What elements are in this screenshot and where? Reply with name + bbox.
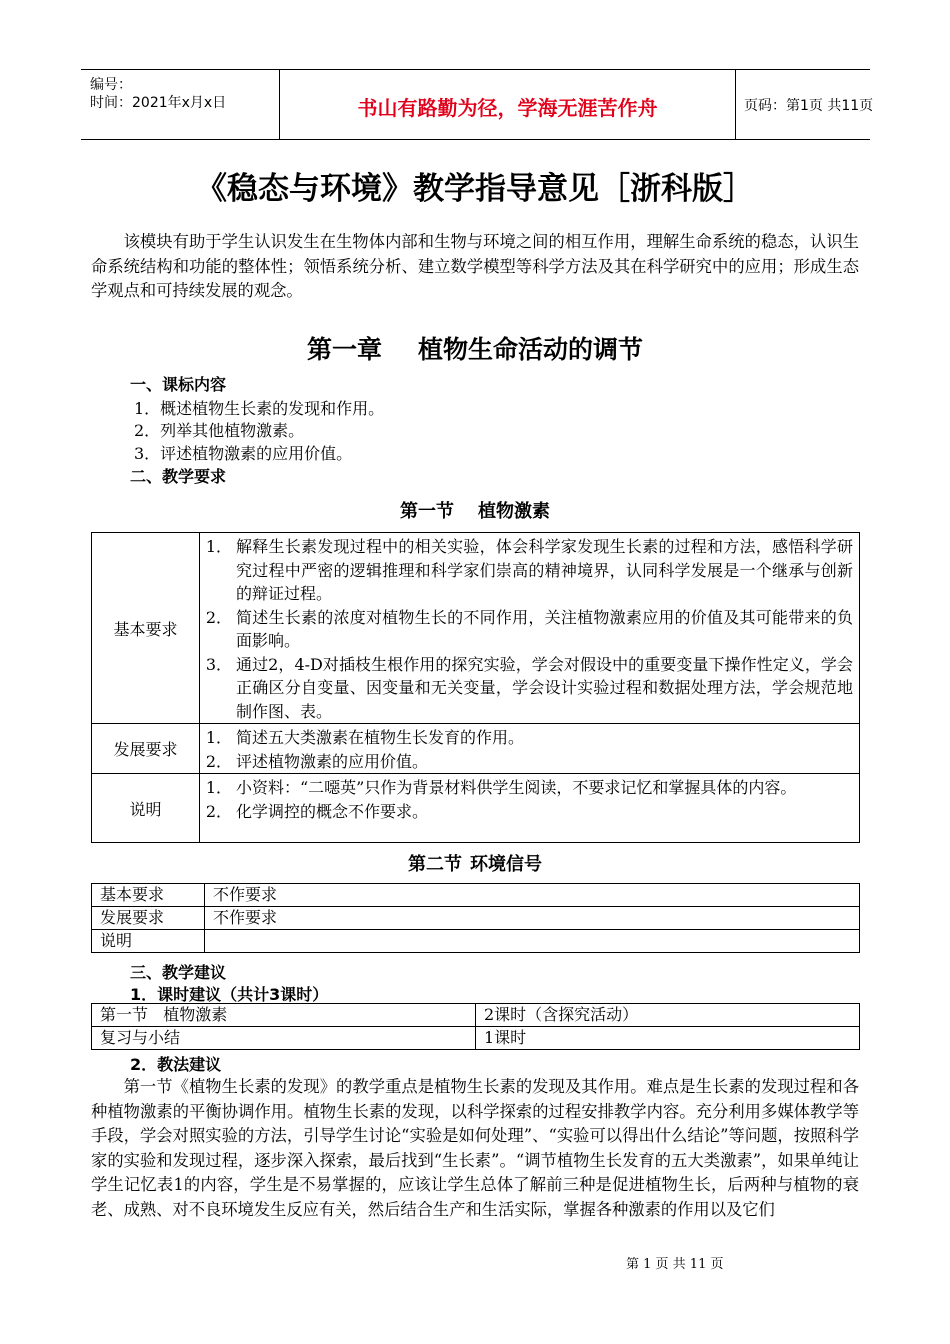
section1-heading: 一、课标内容 <box>130 375 227 394</box>
basic-requirements-cell <box>200 533 860 724</box>
table-row <box>92 724 860 774</box>
lesson2-requirements-table <box>91 883 860 953</box>
document-date-label: 时间：2021年x月x日 <box>90 95 227 111</box>
list-item: 2． 化学调控的概念不作要求。 <box>205 801 429 821</box>
list-item: 2．列举其他植物激素。 <box>134 421 305 440</box>
list-item: 2． 简述生长素的浓度对植物生长的不同作用，关注植物激素应用的价值及其可能带来的负面影响。 <box>205 607 853 650</box>
table-cell: 复习与小结 <box>92 1027 476 1050</box>
list-item: 1．概述植物生长素的发现和作用。 <box>134 399 385 418</box>
notes-label: 说明 <box>92 774 200 843</box>
lesson1-heading <box>0 497 950 523</box>
page-header <box>81 69 874 140</box>
section3-heading: 三、教学建议 <box>130 963 227 982</box>
list-item: 3． 通过2，4-D对插枝生根作用的探究实验，学会对假设中的重要变量下操作性定义，学会正确区分自变量、因变量和无关变量，学会设计实验过程和数据处理方法，学会规范地制作图、表。 <box>205 654 853 721</box>
method-heading: 2．教法建议 <box>130 1055 222 1074</box>
lesson1-number: 第一节 <box>400 501 454 522</box>
table-row <box>92 884 860 907</box>
table-cell: 发展要求 <box>92 907 205 930</box>
lesson2-heading <box>0 850 950 876</box>
table-cell: 2课时（含探究活动） <box>476 1004 860 1027</box>
table-cell: 不作要求 <box>205 907 860 930</box>
schedule-table <box>91 1003 860 1050</box>
header-motto: 书山有路勤为径，学海无涯苦作舟 <box>357 96 658 120</box>
header-page-number: 页码：第1页 共11页 <box>744 98 874 114</box>
table-cell <box>205 930 860 953</box>
page-footer: 第 1 页 共 11 页 <box>626 1257 724 1272</box>
method-paragraph: 第一节《植物生长素的发现》的教学重点是植物生长素的发现及其作用。难点是生长素的发现过程和各种植物激素的平衡协调作用。植物生长素的发现，以科学探索的过程安排教学内容。充分利用多媒体教学等手段，学会对照实验的方法，引导学生讨论“实验是如何处理”、“实验可以得出什么结论”等问题，按照科学家的实验和发现过程，逐步深入探索，最后找到“生长素”。“调节植物生长发育的五大类激素”，如果单纯让学生记忆表1的内容，学生是不易掌握的，应该让学生总体了解前三种是促进植物生长，后两种与植物的衰老、成熟、对不良环境发生反应有关，然后结合生产和生活实际，掌握各种激素的作用以及它们 <box>91 1077 859 1219</box>
table-cell: 1课时 <box>476 1027 860 1050</box>
list-item: 3．评述植物激素的应用价值。 <box>134 444 353 463</box>
notes-cell <box>200 774 860 843</box>
header-motto-cell <box>280 70 736 139</box>
table-cell: 第一节 植物激素 <box>92 1004 476 1027</box>
intro-paragraph: 该模块有助于学生认识发生在生物体内部和生物与环境之间的相互作用，理解生命系统的稳态，认识生命系统结构和功能的整体性；领悟系统分析、建立数学模型等科学方法及其在科学研究中的应用；形成生态学观点和可持续发展的观念。 <box>91 232 859 300</box>
document-number-label: 编号： <box>90 77 132 93</box>
document-title: 《稳态与环境》教学指导意见［浙科版］ <box>196 171 754 207</box>
lesson2-number: 第二节 <box>408 854 462 875</box>
list-item: 1． 小资料：“二噁英”只作为背景材料供学生阅读，不要求记忆和掌握具体的内容。 <box>205 778 797 797</box>
chapter-number: 第一章 <box>306 335 382 364</box>
section2-heading: 二、教学要求 <box>130 467 227 486</box>
chapter-heading <box>0 330 950 366</box>
lesson1-name: 植物激素 <box>478 501 550 522</box>
development-requirements-cell <box>200 724 860 774</box>
development-requirements-label: 发展要求 <box>92 724 200 774</box>
table-row <box>92 774 860 843</box>
basic-requirements-label: 基本要求 <box>92 533 200 724</box>
lesson1-requirements-table <box>91 532 860 843</box>
lesson2-name: 环境信号 <box>470 854 542 875</box>
table-cell: 说明 <box>92 930 205 953</box>
table-cell: 不作要求 <box>205 884 860 907</box>
schedule-heading: 1．课时建议（共计3课时） <box>130 985 329 1004</box>
table-row <box>92 533 860 724</box>
table-row <box>92 1027 860 1050</box>
header-page-cell <box>736 70 874 139</box>
list-item: 2． 评述植物激素的应用价值。 <box>205 751 429 771</box>
list-item: 1． 解释生长素发现过程中的相关实验，体会科学家发现生长素的过程和方法，感悟科学研究过程中严密的逻辑推理和科学家们崇高的精神境界，认同科学发展是一个继承与创新的辩证过程。 <box>205 537 853 603</box>
table-cell: 基本要求 <box>92 884 205 907</box>
table-row <box>92 1004 860 1027</box>
table-row <box>92 907 860 930</box>
header-meta-cell <box>81 70 280 139</box>
list-item: 1． 简述五大类激素在植物生长发育的作用。 <box>205 728 525 747</box>
chapter-name: 植物生命活动的调节 <box>418 335 644 364</box>
table-row <box>92 930 860 953</box>
